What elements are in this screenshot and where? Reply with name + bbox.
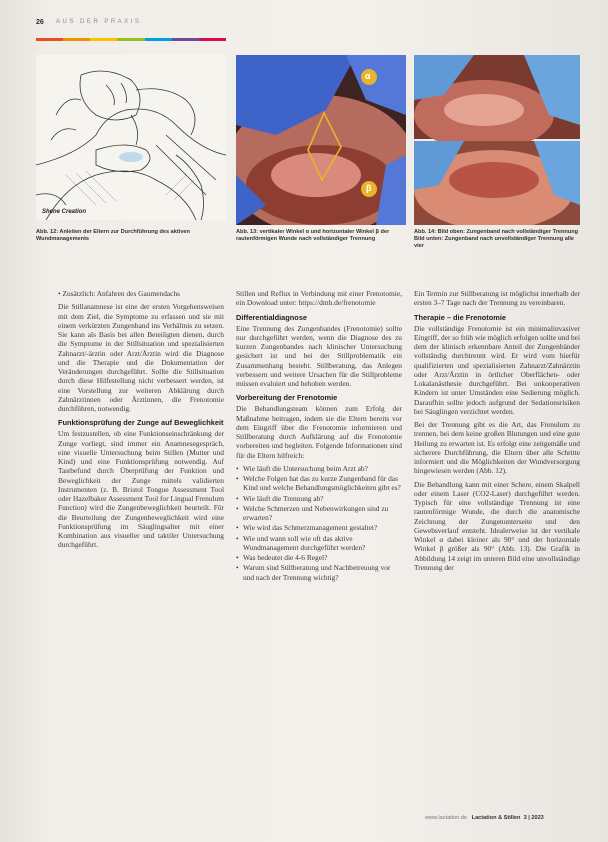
color-stripe [36, 28, 226, 31]
col1-bullet: • Zusätzlich: Anfahren des Gaumendachs [58, 289, 181, 298]
figure-13-photo [236, 55, 406, 225]
col3-paragraph-3: Bei der Trennung gibt es die Art, das Frenulum zu trennen, bei dem keine großen Blutungen und eine gute Heilung zu erwarten ist. Es erfolgt eine zeitgemäße und sicherere Durchführung, die Eltern über alle Schritte informiert und die Möglichkeiten der Wundversorgung hingewiesen werden (Abb. 12). [414, 420, 580, 476]
list-item: • Wie und wann soll wie oft das aktive Wundmanagement durchgeführt werden? [236, 534, 402, 553]
col2-paragraph-1: Stillen und Reflux in Verbindung mit einer Frenotomie, ein Download unter: https://dmb.de/frenotomie [236, 289, 402, 308]
col1-bullet-text: Zusätzlich: Anfahren des Gaumendachs [62, 289, 181, 298]
column-1 [58, 289, 224, 554]
list-item: • Was bedeutet die 4-6 Regel? [236, 553, 402, 562]
list-item: • Welche Schmerzen und Nebenwirkungen sind zu erwarten? [236, 504, 402, 523]
list-item: • Wie läuft die Untersuchung beim Arzt ab? [236, 464, 402, 473]
color-stripe-segment [117, 38, 144, 41]
marker-alpha: α [365, 71, 371, 81]
col2-heading-2: Vorbereitung der Frenotomie [236, 393, 338, 403]
col2-heading-1: Differentialdiagnose [236, 312, 308, 322]
figure-12-signature: Shene Creation [42, 209, 87, 215]
color-stripe-segment [90, 38, 117, 41]
footer-url: www.lactation.de [425, 815, 467, 821]
list-item: • Welche Folgen hat das zu kurze Zungenband für das Kind und welche Behandlungsmöglichkeiten gibt es? [236, 474, 402, 493]
color-stripe-segment [199, 38, 226, 41]
page-number: 26 [36, 19, 44, 26]
col3-paragraph-1: Ein Termin zur Stillberatung ist möglichst innerhalb der ersten 3–7 Tage nach der Trennung zu vereinbaren. [414, 289, 580, 308]
footer-title: Lactation & Stillen [471, 815, 521, 821]
column-2 [236, 289, 402, 583]
footer [425, 815, 544, 821]
figure-12-caption: Abb. 12: Anleiten der Eltern zur Durchführung des aktiven Wundmanagements [36, 229, 190, 242]
col2-paragraph-2: Eine Trennung des Zungenbandes (Frenotomie) sollte nur durchgeführt werden, wenn die Diagnose des zu kurzen Zungenbandes nach klinischer Untersuchung gesichert ist und bei der Stillproblematik ein Zusammenhang besteht. Stillberatung, das Anlegen verbessern und weitere Ursachen für die Stillprobleme müssen evaluiert und behoben werden. [236, 323, 402, 388]
color-stripe-segment [145, 38, 172, 41]
question-list [236, 464, 402, 582]
color-stripe-segment [36, 38, 63, 41]
col2-paragraph-3: Die Behandlungsteam können zum Erfolg der Maßnahme beitragen, indem sie die Eltern bereits vor dem Eingriff über die Frenotomie informieren und Stillberatung durch Aufklärung auf die Frenotomie vorbereiten und begleiten. Folgende Informationen sind für die Eltern hilfreich: [236, 404, 402, 460]
col1-paragraph-2: Um festzustellen, ob eine Funktionseinschränkung der Zunge vorliegt, sind immer ein Anamnesegespräch, eine visuelle Untersuchung beim Stillen (Mutter und Kind) und eine Funktionsprüfung notwendig. Auf Tastbefund durch Überprüfung der Funktion und Beweglichkeit der Zunge mittels validierten Instrumenten (z. B. Bristol Tongue Assessment Tool oder Hazelbaker Assessment Tool for Lingual Frenulum Function) wird die Zungenbeweglichkeit beurteilt. Für die Beurteilung der Zungenbeweglichkeit wird eine Funktionsprüfung im Säuglingsalter mit einer Kombination aus visueller und taktiler Untersuchung durchgeführt. [58, 429, 225, 550]
column-3 [414, 289, 580, 576]
col1-heading: Funktionsprüfung der Zunge auf Beweglichkeit [58, 418, 224, 428]
marker-beta: β [366, 183, 372, 193]
color-stripe-segment [172, 38, 199, 41]
figure-13-caption: Abb. 13: vertikaler Winkel α und horizontaler Winkel β der rautenförmigen Wunde nach vollständiger Trennung [236, 229, 390, 242]
col3-paragraph-4: Die Behandlung kann mit einer Schere, einem Skalpell oder einem Laser (CO2-Laser) durchgeführt werden. Typisch für eine vollständige Trennung ist eine rautenförmige Wunde, die durch die anatomische Zeichnung der Zungenunterseite und den Gewebsverlauf entsteht. Idealerweise ist der vertikale Winkel α dabei kleiner als 90° und der horizontale Winkel β größer als 90° (Abb. 13). Die Grafik in Abbildung 14 zeigt im unteren Bild eine unvollständige Trennung der [414, 479, 580, 572]
list-item: • Wie läuft die Trennung ab? [236, 494, 402, 503]
list-item: • Wie wird das Schmerzmanagement gestaltet? [236, 523, 402, 532]
col3-paragraph-2: Die vollständige Frenotomie ist ein minimalinvasiver Eingriff, der so früh wie möglich erfolgen sollte und bei dem der klinisch erkennbare Anteil der Zungenbänder vollständig durchtrennt wird. Er wird vom hierfür qualifizierten und spezialisierten Zahnarzt/Zahnärztin oder Arzt/Ärztin in örtlicher Oberflächen- oder Lokalanästhesie durchgeführt. Bei unkooperativen Kindern ist unter Umständen eine Sedierung möglich. Daraufhin sollte jedoch aufgrund der Sedationsrisiken bei Säuglingen verzichtet werden. [414, 323, 580, 416]
list-item: • Warum sind Stillberatung und Nachbetreuung vor und nach der Trennung wichtig? [236, 563, 402, 582]
figure-12-drawing [36, 55, 226, 220]
figure-14-caption: Abb. 14: Bild oben: Zungenband nach vollständiger Trennung Bild unten: Zungenband nach unvollständiger Trennung alle vier [414, 229, 579, 249]
col1-paragraph-1: Die Stillanamnese ist eine der ersten Vorgehensweisen mit dem Ziel, die Symptome zu erfassen und sie mit einem verkürzten Zungenband ins Verhältnis zu setzen. Sie kann als Basis bei allen Beteiligten dienen, durch die Symptome in der Stillsituation und spezialisierten Zahnarzt/-ärztin oder Arzt/Ärztin wird die Diagnose und die Therapie und die Dokumentation der Veränderungen durchgeführt. Sollte die Stillsituation durch diese Hilfestellung nicht verbessert werden, ist eine Vorstellung zur weiteren Abklärung durch Zahnärztinnen oder Ärztinnen, die Frenotomie durchführen, notwendig. [58, 302, 224, 413]
col3-heading: Therapie – die Frenotomie [414, 312, 506, 322]
footer-issue: 3 | 2023 [523, 815, 544, 821]
color-stripe-segment [63, 38, 90, 41]
figure-14-photos [414, 55, 580, 225]
section-title: AUS DER PRAXIS [56, 19, 142, 25]
